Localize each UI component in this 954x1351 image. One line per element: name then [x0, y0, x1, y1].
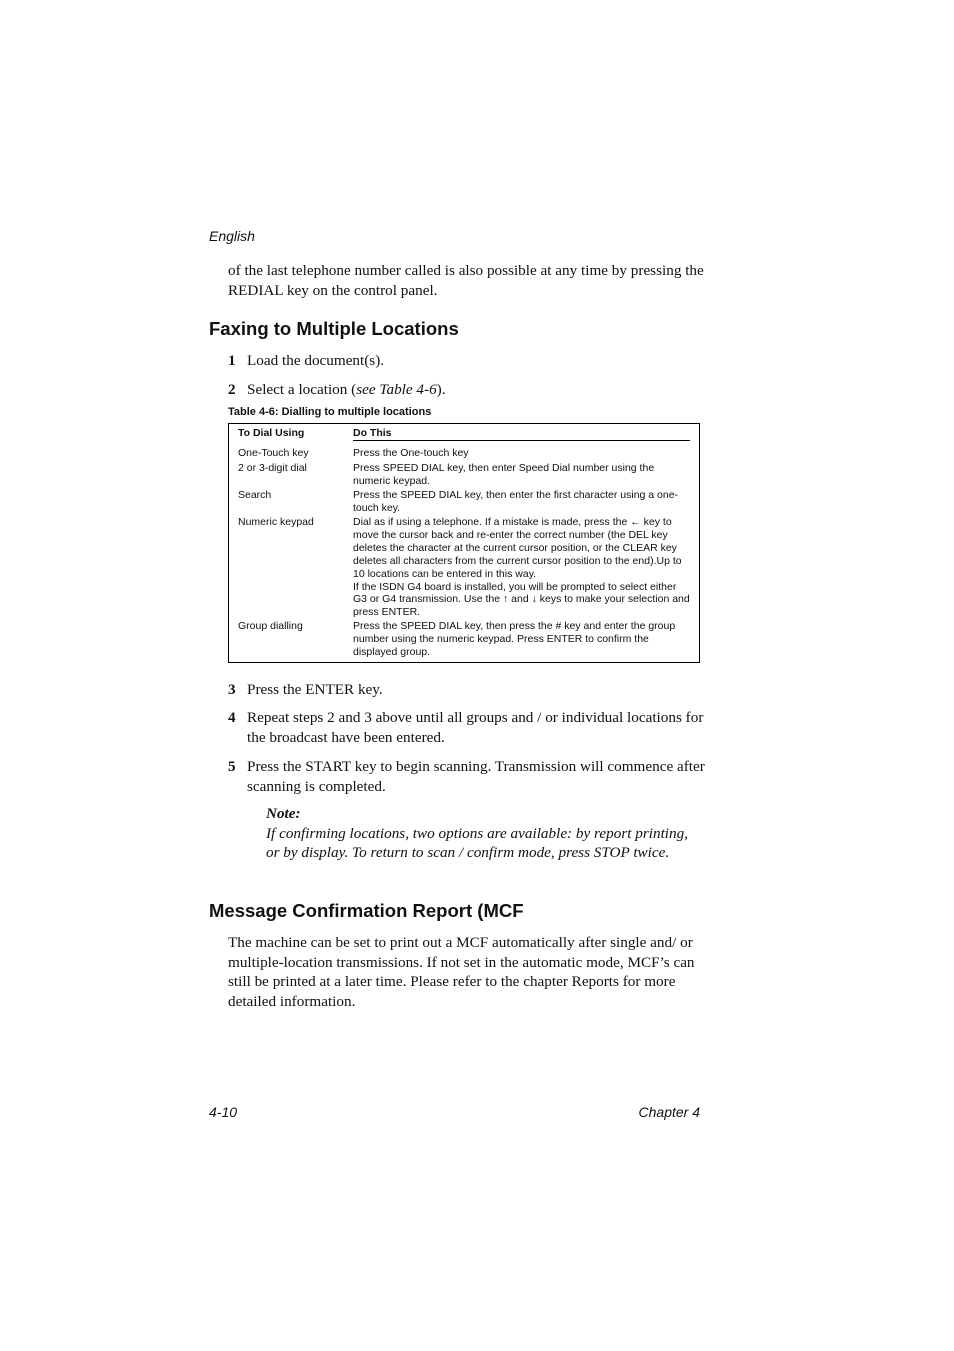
- table-cell-action: Press the SPEED DIAL key, then press the # key and enter the group number using the numeric keypad. Press ENTER to confirm the displayed group.: [353, 620, 676, 658]
- step-number: 4: [228, 709, 236, 726]
- table-cell-using: One-Touch key: [238, 447, 309, 459]
- table-cell-using: Group dialling: [238, 620, 303, 632]
- table-header-divider: [353, 440, 690, 441]
- step-item: [228, 351, 706, 371]
- step-text: [247, 380, 706, 400]
- step-item: [228, 757, 706, 796]
- section-heading-multiple-locations: Faxing to Multiple Locations: [209, 318, 459, 339]
- step-number: 1: [228, 352, 236, 369]
- table-cell-using: Numeric keypad: [238, 516, 314, 528]
- step-number: 3: [228, 681, 236, 698]
- table-cell-action-part2: If the ISDN G4 board is installed, you will be prompted to select either G3 or G4 transmission. Use the ↑ and ↓ keys to make your selection and press ENTER.: [353, 580, 690, 619]
- step-number: 2: [228, 381, 236, 398]
- table-header-do-this: Do This: [353, 427, 392, 439]
- step-text: Press the START key to begin scanning. Transmission will commence after scanning is completed.: [247, 758, 705, 795]
- running-head: English: [209, 228, 255, 244]
- table-cell-action: Press the SPEED DIAL key, then enter the first character using a one-touch key.: [353, 489, 679, 514]
- table-cell-action: [353, 516, 693, 619]
- table-cell-using: 2 or 3-digit dial: [238, 462, 307, 474]
- step-text: Press the ENTER key.: [247, 681, 383, 698]
- mcf-text: The machine can be set to print out a MCF automatically after single and/ or multiple-location transmissions. If not set in the automatic mode, MCF’s can still be printed at a later time. Please refer to the chapter Reports for more detailed information.: [228, 934, 695, 1010]
- table-header-to-dial-using: To Dial Using: [238, 427, 305, 439]
- table-cell-action-part1: Dial as if using a telephone. If a mistake is made, press the ← key to move the cursor back and re-enter the correct number (the DEL key deletes the character at the current cursor position, or the CLEAR key deletes all characters from the current cursor position to the end).Up to 10 locations can be entered in this way.: [353, 516, 682, 580]
- table-cell-action: Press SPEED DIAL key, then enter Speed Dial number using the numeric keypad.: [353, 462, 655, 487]
- mcf-paragraph: [228, 933, 706, 1011]
- table-cell-using: Search: [238, 489, 272, 501]
- step-text: Load the document(s).: [247, 352, 385, 369]
- step-item: [228, 380, 706, 400]
- step-text-after: ).: [436, 381, 446, 398]
- step-number: 5: [228, 758, 236, 775]
- note-title: Note:: [266, 805, 301, 822]
- chapter-label: Chapter 4: [638, 1104, 700, 1120]
- step-text-before: Select a location (: [247, 381, 357, 398]
- intro-paragraph: [228, 261, 706, 300]
- table-cell-action: Press the One-touch key: [353, 447, 469, 459]
- note-text: If confirming locations, two options are available: by report printing, or by display. To return to scan / confirm mode, press STOP twice.: [266, 825, 688, 862]
- table-caption: Table 4-6: Dialling to multiple locations: [228, 406, 432, 418]
- table-reference: see Table 4-6: [356, 381, 437, 398]
- section-heading-mcf: Message Confirmation Report (MCF: [209, 900, 524, 921]
- page-number: 4-10: [209, 1104, 238, 1120]
- step-item: [228, 680, 706, 700]
- intro-text: of the last telephone number called is also possible at any time by pressing the REDIAL key on the control panel.: [228, 262, 704, 299]
- step-text: Repeat steps 2 and 3 above until all groups and / or individual locations for the broadcast have been entered.: [247, 709, 704, 746]
- dialling-table: [228, 423, 700, 663]
- step-item: [228, 708, 706, 747]
